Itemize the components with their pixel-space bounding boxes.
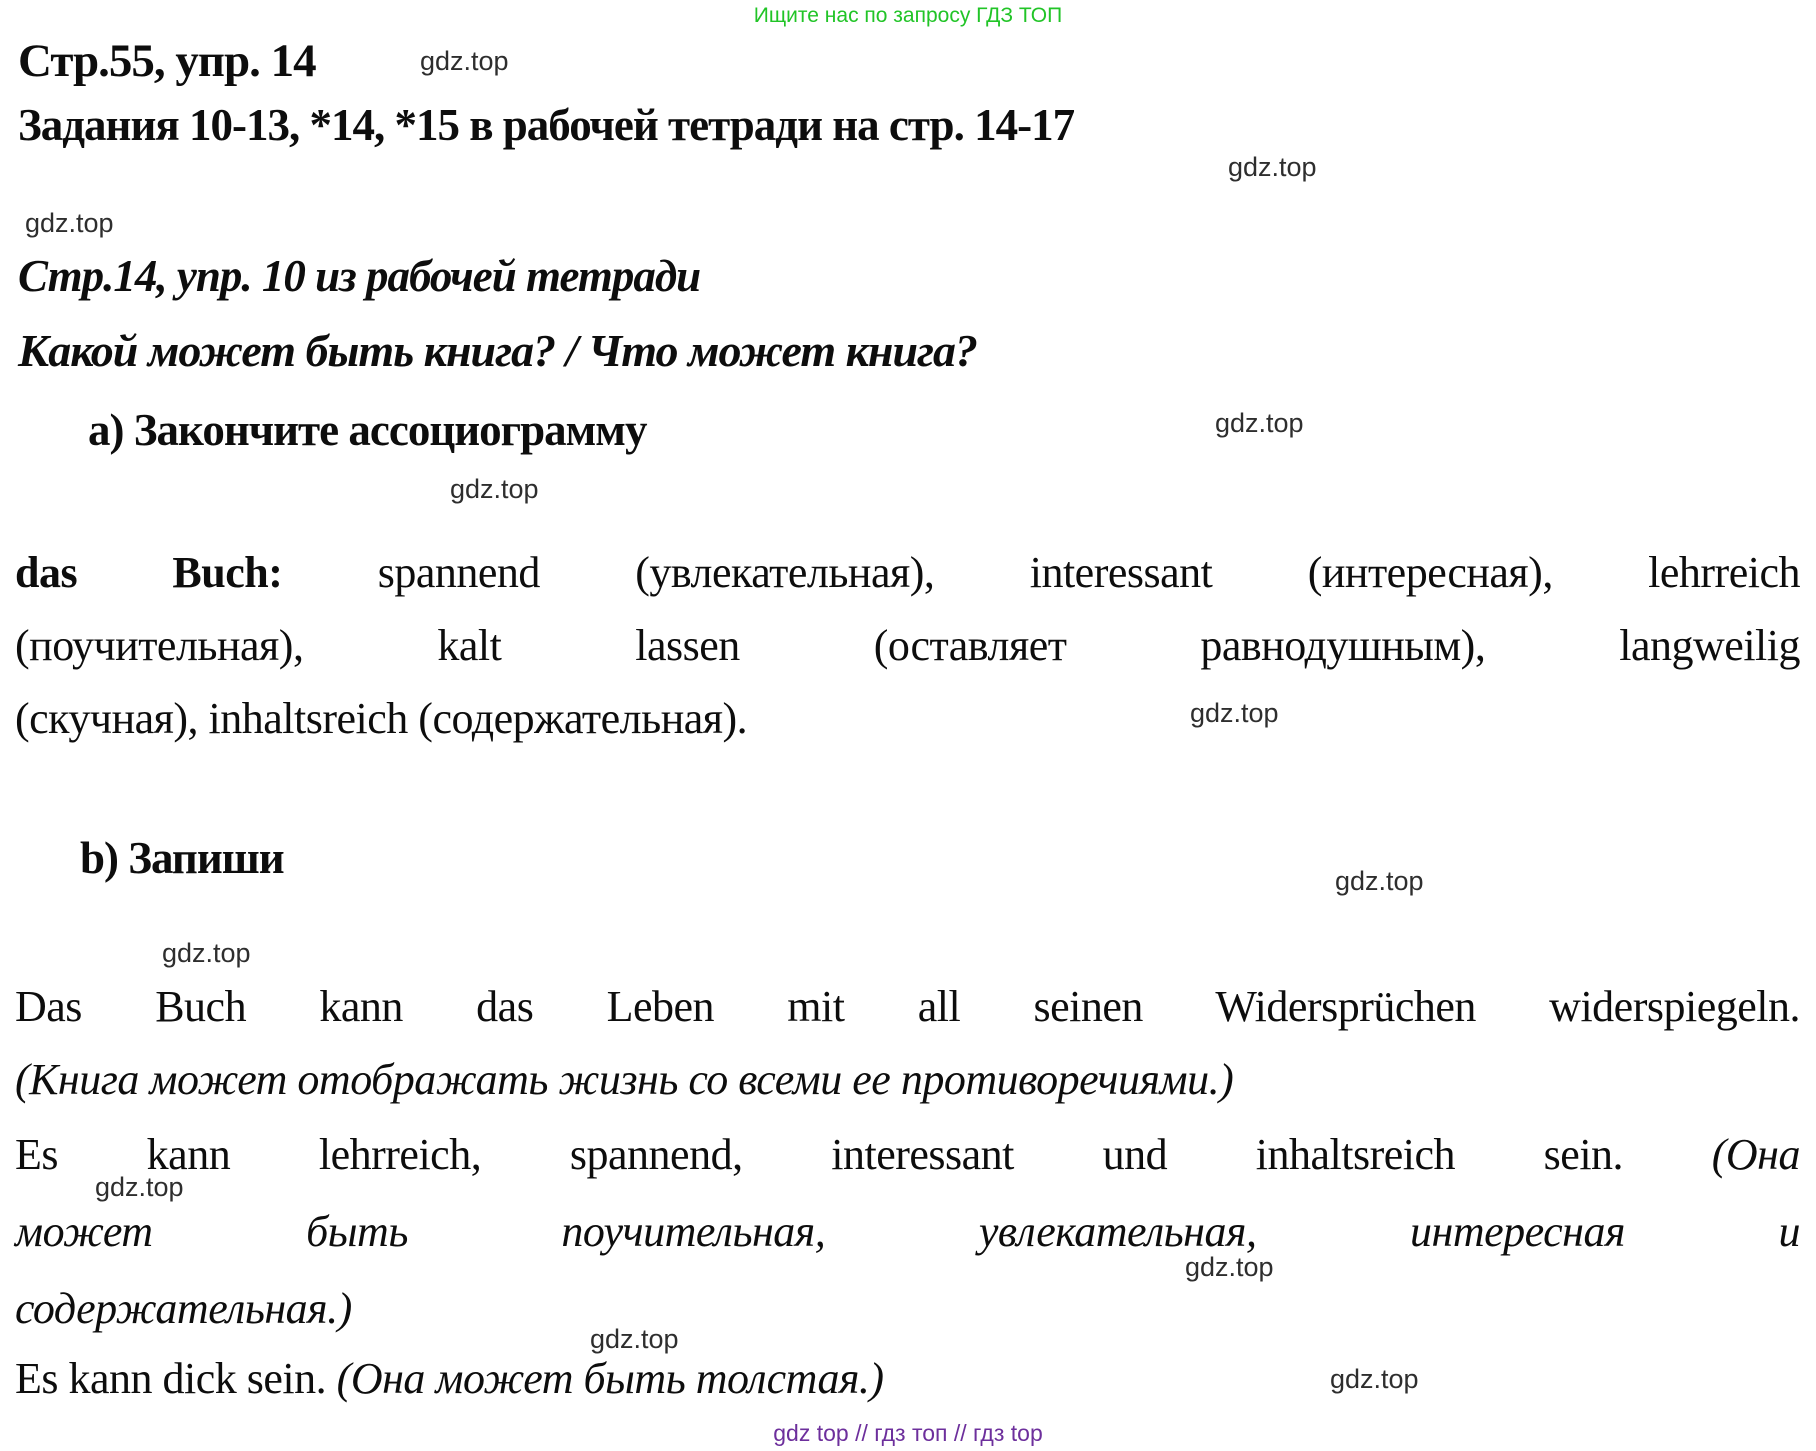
answer-b-line-2: (Книга может отображать жизнь со всеми ее противоречиями.): [15, 1055, 1234, 1104]
das-buch-line-3: (скучная), inhaltsreich (содержательная).: [15, 694, 748, 743]
answer-b-line-1: Das Buch kann das Leben mit all seinen Widersprüchen widerspiegeln.: [15, 982, 1800, 1031]
gdz-watermark: gdz.top: [450, 474, 539, 504]
answer-b-line-5: содержательная.): [15, 1284, 352, 1333]
answer-b-line-3: [15, 1128, 1800, 1182]
gdz-watermark: gdz.top: [162, 938, 251, 968]
das-buch-lead: das Buch:: [15, 548, 283, 597]
footer-sites-line: gdz top // гдз топ // гдз top: [773, 1420, 1043, 1446]
answer-b-line-6-de: Es kann dick sein.: [15, 1354, 327, 1403]
section-b-heading: b) Запиши: [80, 833, 284, 883]
das-buch-line-1: [15, 546, 1800, 600]
das-buch-line-1-text: spannend (увлекательная), interessant (интересная), lehrreich: [282, 548, 1800, 597]
answer-b-line-6: [15, 1352, 1800, 1406]
gdz-watermark: gdz.top: [1335, 866, 1424, 896]
gdz-watermark: gdz.top: [1228, 152, 1317, 182]
das-buch-line-2: (поучительная), kalt lassen (оставляет равнодушным), langweilig: [15, 621, 1800, 670]
gdz-watermark: gdz.top: [420, 46, 509, 76]
tasks-heading: Задания 10-13, *14, *15 в рабочей тетради на стр. 14-17: [18, 100, 1075, 150]
answer-b-line-6-ru: (Она может быть толстая.): [326, 1354, 884, 1403]
gdz-watermark: gdz.top: [95, 1172, 184, 1202]
workbook-heading: Стр.14, упр. 10 из рабочей тетради: [18, 251, 701, 301]
gdz-watermark: gdz.top: [590, 1324, 679, 1354]
gdz-watermark: gdz.top: [1330, 1364, 1419, 1394]
gdz-watermark: gdz.top: [1190, 698, 1279, 728]
top-search-banner: Ищите нас по запросу ГДЗ ТОП: [753, 4, 1063, 27]
gdz-watermark: gdz.top: [1215, 408, 1304, 438]
gdz-watermark: gdz.top: [25, 208, 114, 238]
answer-b-line-4: может быть поучительная, увлекательная, интересная и: [15, 1207, 1800, 1256]
answer-b-line-3-ru: (Она: [1623, 1130, 1800, 1179]
answer-b-line-3-de: Es kann lehrreich, spannend, interessant und inhaltsreich sein.: [15, 1130, 1624, 1179]
question-heading: Какой может быть книга? / Что может книга?: [18, 325, 978, 376]
gdz-watermark: gdz.top: [1185, 1252, 1274, 1282]
section-a-heading: а) Закончите ассоциограмму: [88, 405, 647, 455]
page-title: Стр.55, упр. 14: [18, 35, 316, 87]
